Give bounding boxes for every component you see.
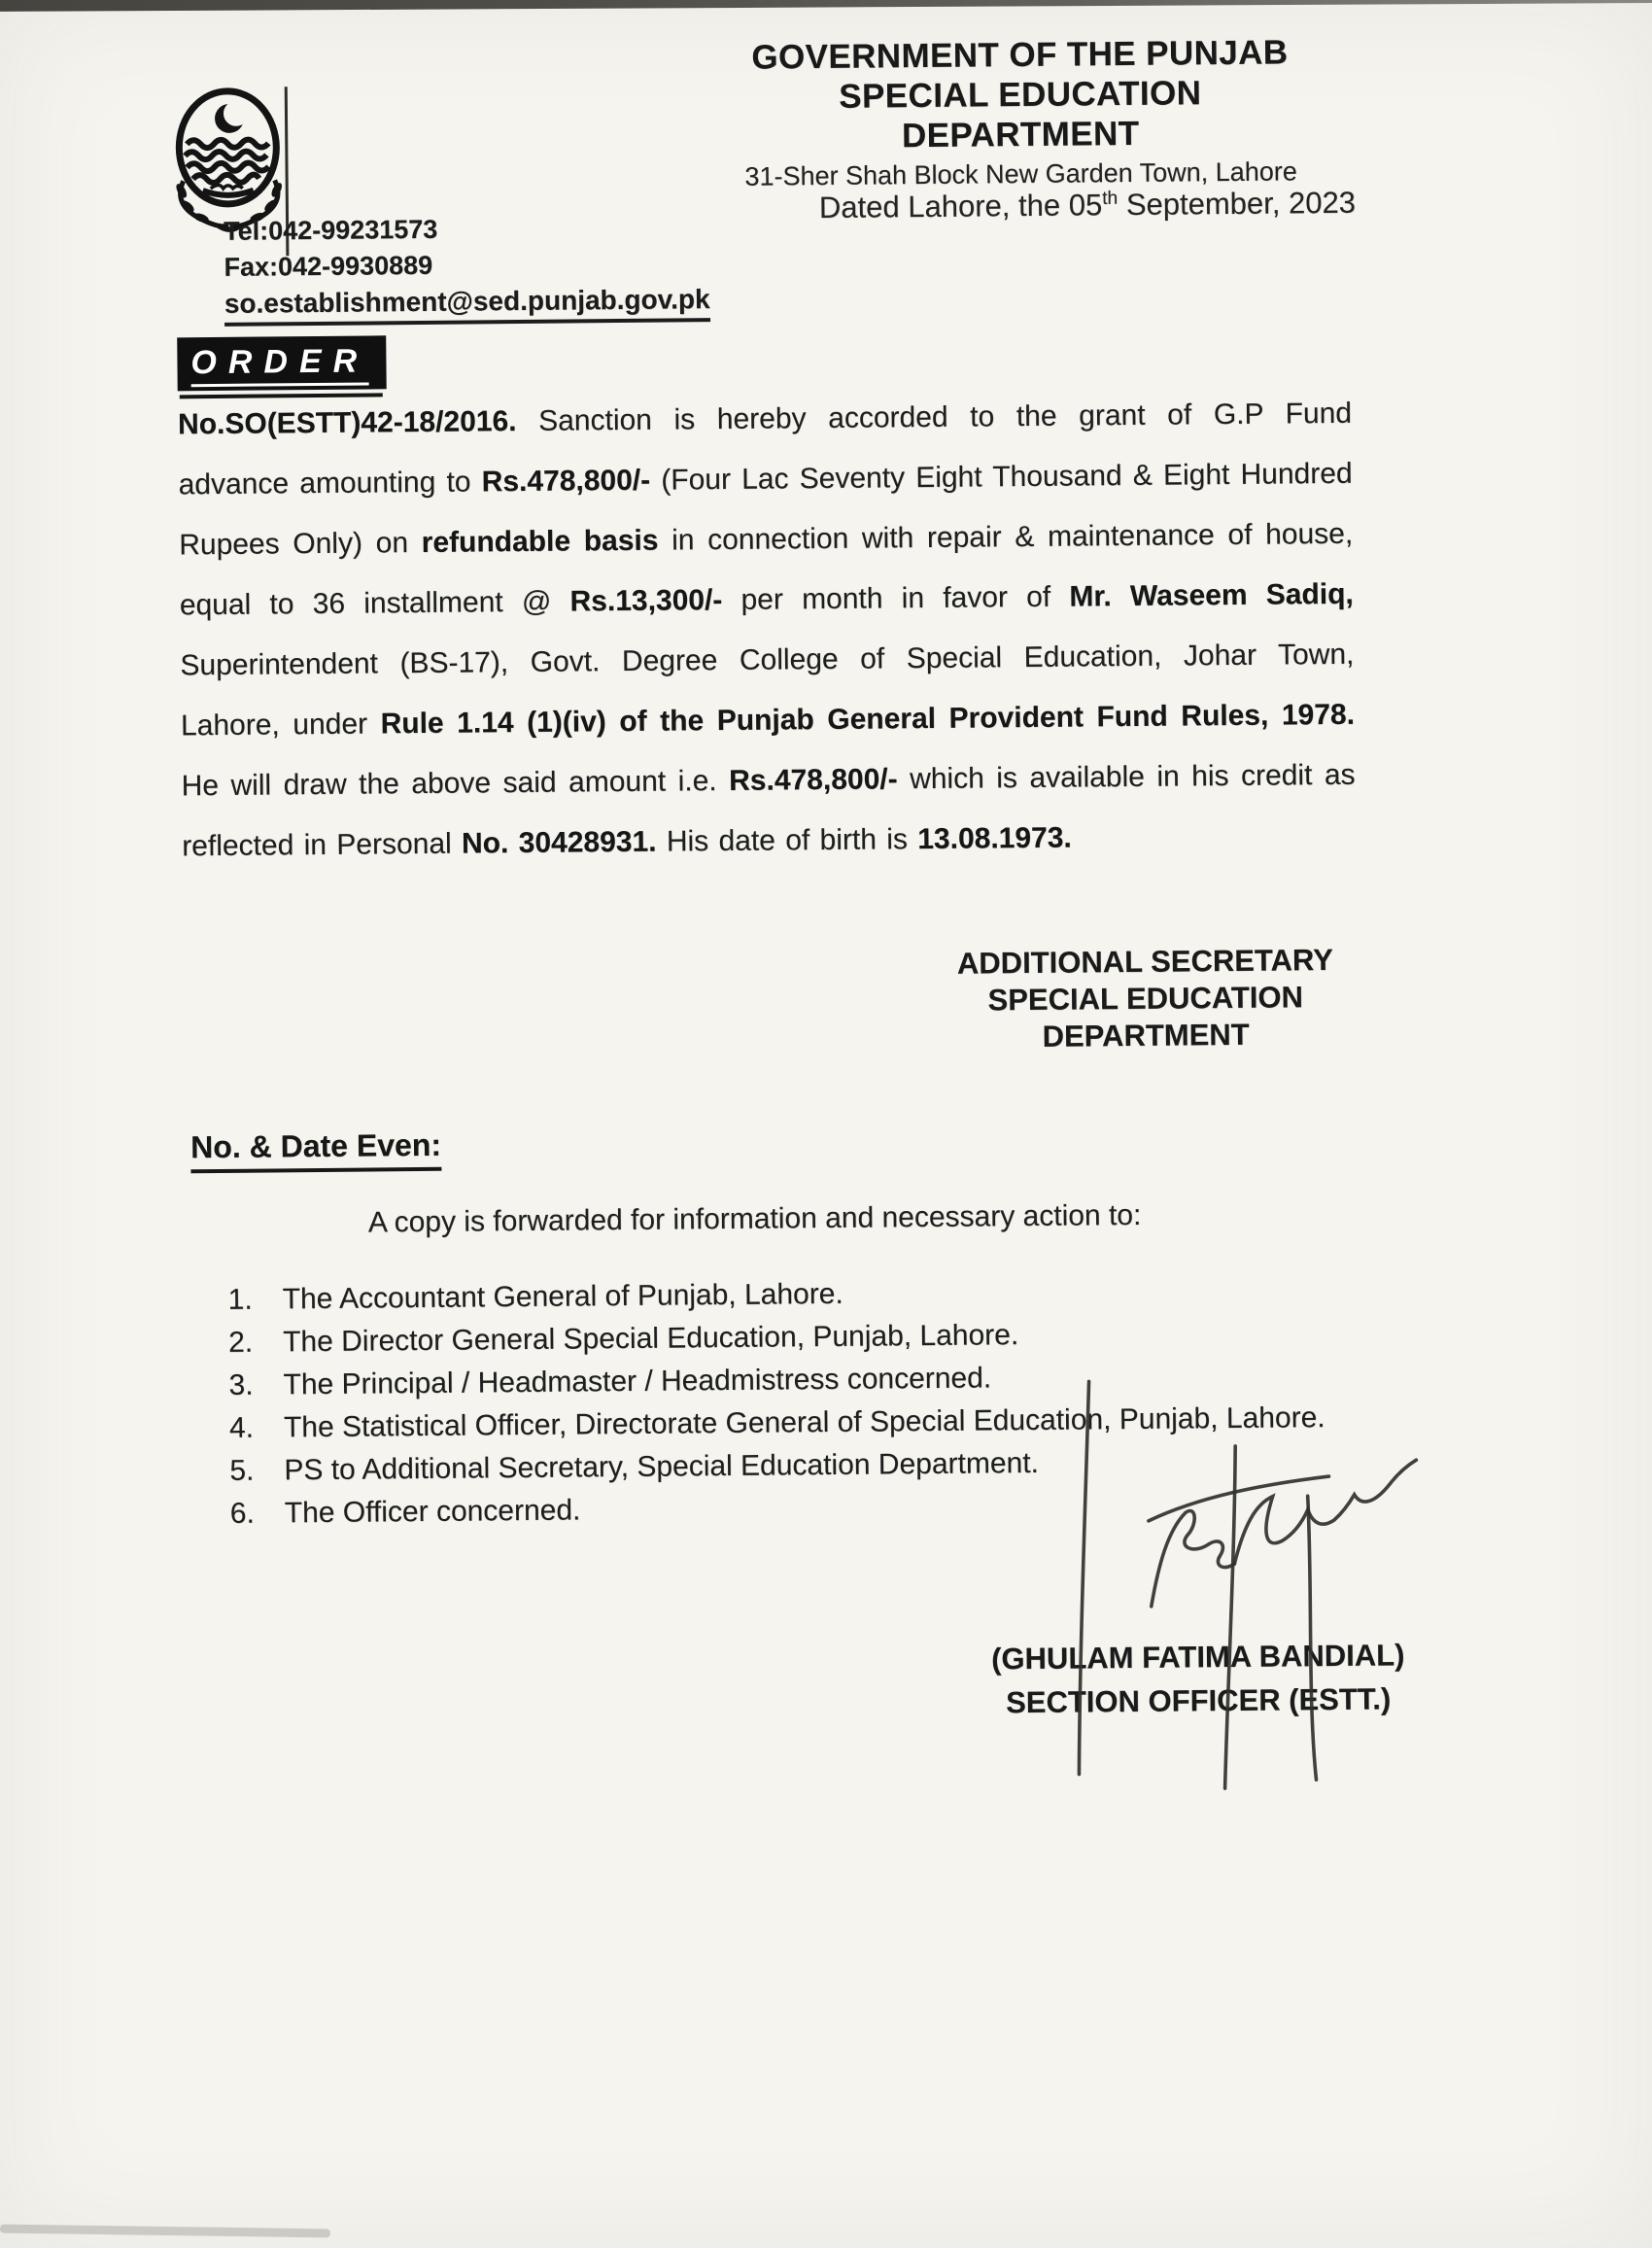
paragraph-segment: 13.08.1973. <box>917 821 1072 856</box>
paragraph-segment: per month in favor of <box>722 580 1070 616</box>
fax-line: Fax:042-9930889 <box>224 250 433 282</box>
list-item-number: 4. <box>228 1411 255 1444</box>
list-item-number: 6. <box>229 1497 256 1530</box>
list-item-text: The Officer concerned. <box>284 1494 581 1530</box>
order-paragraph <box>178 384 1357 878</box>
date-ordinal: th <box>1102 188 1119 209</box>
reference-wrap <box>190 1127 441 1173</box>
approver-designation-block <box>902 941 1389 1056</box>
paragraph-segment: Superintendent (BS-17), Govt. Degree College of Special Education, Johar Town, Lahore, under <box>180 638 1355 743</box>
date-text-suffix: September, 2023 <box>1118 185 1357 223</box>
paragraph-segment: His date of birth is <box>656 823 918 858</box>
list-item-number: 5. <box>229 1454 255 1487</box>
approver-line3: DEPARTMENT <box>1042 1017 1250 1054</box>
paragraph-segment: Sanction is hereby accorded to the grant of G.P Fund advance amounting to <box>178 397 1353 501</box>
paragraph-segment: refundable basis <box>421 524 659 559</box>
list-item-number: 1. <box>227 1283 253 1316</box>
date-text: Dated Lahore, the 05 <box>818 188 1103 225</box>
reference-label: No. & Date Even: <box>190 1127 441 1173</box>
signatory-block <box>933 1633 1463 1725</box>
order-heading: ORDER <box>190 342 368 387</box>
paragraph-segment: in connection with repair & maintenance of house, equal to 36 installment @ <box>179 517 1354 622</box>
signatory-title: SECTION OFFICER (ESTT.) <box>1005 1681 1392 1720</box>
letterhead <box>723 32 1318 193</box>
org-address: 31-Sher Shah Block New Garden Town, Lahore <box>744 156 1297 191</box>
tel-line: Tel:042-99231573 <box>224 214 438 246</box>
list-item-text: The Statistical Officer, Directorate General of Special Education, Punjab, Lahore. <box>283 1401 1325 1444</box>
approver-line2: SPECIAL EDUCATION <box>987 980 1304 1018</box>
cc-list <box>228 1267 1392 1535</box>
list-item-number: 3. <box>228 1368 254 1401</box>
list-item-text: The Principal / Headmaster / Headmistress concerned. <box>283 1362 992 1401</box>
org-name-line2: SPECIAL EDUCATION DEPARTMENT <box>839 74 1202 156</box>
paragraph-segment: He will draw the above said amount i.e. <box>181 764 730 803</box>
paragraph-segment: Mr. Waseem Sadiq, <box>1069 577 1354 613</box>
list-item-text: PS to Additional Secretary, Special Education Department. <box>284 1446 1040 1487</box>
paragraph-segment: Rs.478,800/- <box>481 464 651 499</box>
paragraph-segment: (Four Lac Seventy Eight Thousand & Eight Hundred Rupees Only) on <box>179 457 1353 562</box>
paragraph-segment: Rs.478,800/- <box>729 763 898 797</box>
list-item-text: The Accountant General of Punjab, Lahore. <box>282 1277 843 1316</box>
approver-line1: ADDITIONAL SECRETARY <box>956 942 1334 981</box>
paragraph-segment: which is available in his credit as reflected in Personal <box>182 758 1356 863</box>
forwarding-intro: A copy is forwarded for information and necessary action to: <box>367 1198 1142 1239</box>
date-line <box>819 186 1356 225</box>
email-line: so.establishment@sed.punjab.gov.pk <box>224 281 710 327</box>
order-heading-box <box>177 335 386 391</box>
paragraph-segment: Rule 1.14 (1)(iv) of the Punjab General Provident Fund Rules, 1978. <box>380 698 1356 741</box>
org-name-line1: GOVERNMENT OF THE PUNJAB <box>751 33 1289 77</box>
paragraph-segment: No.SO(ESTT)42-18/2016. <box>177 405 517 441</box>
paragraph-segment: Rs.13,300/- <box>569 583 723 618</box>
signatory-name: (GHULAM FATIMA BANDIAL) <box>990 1638 1405 1677</box>
list-item-text: The Director General Special Education, Punjab, Lahore. <box>282 1319 1019 1359</box>
contact-block <box>224 209 710 327</box>
list-item-number: 2. <box>227 1326 254 1359</box>
paragraph-segment: No. 30428931. <box>461 825 657 860</box>
